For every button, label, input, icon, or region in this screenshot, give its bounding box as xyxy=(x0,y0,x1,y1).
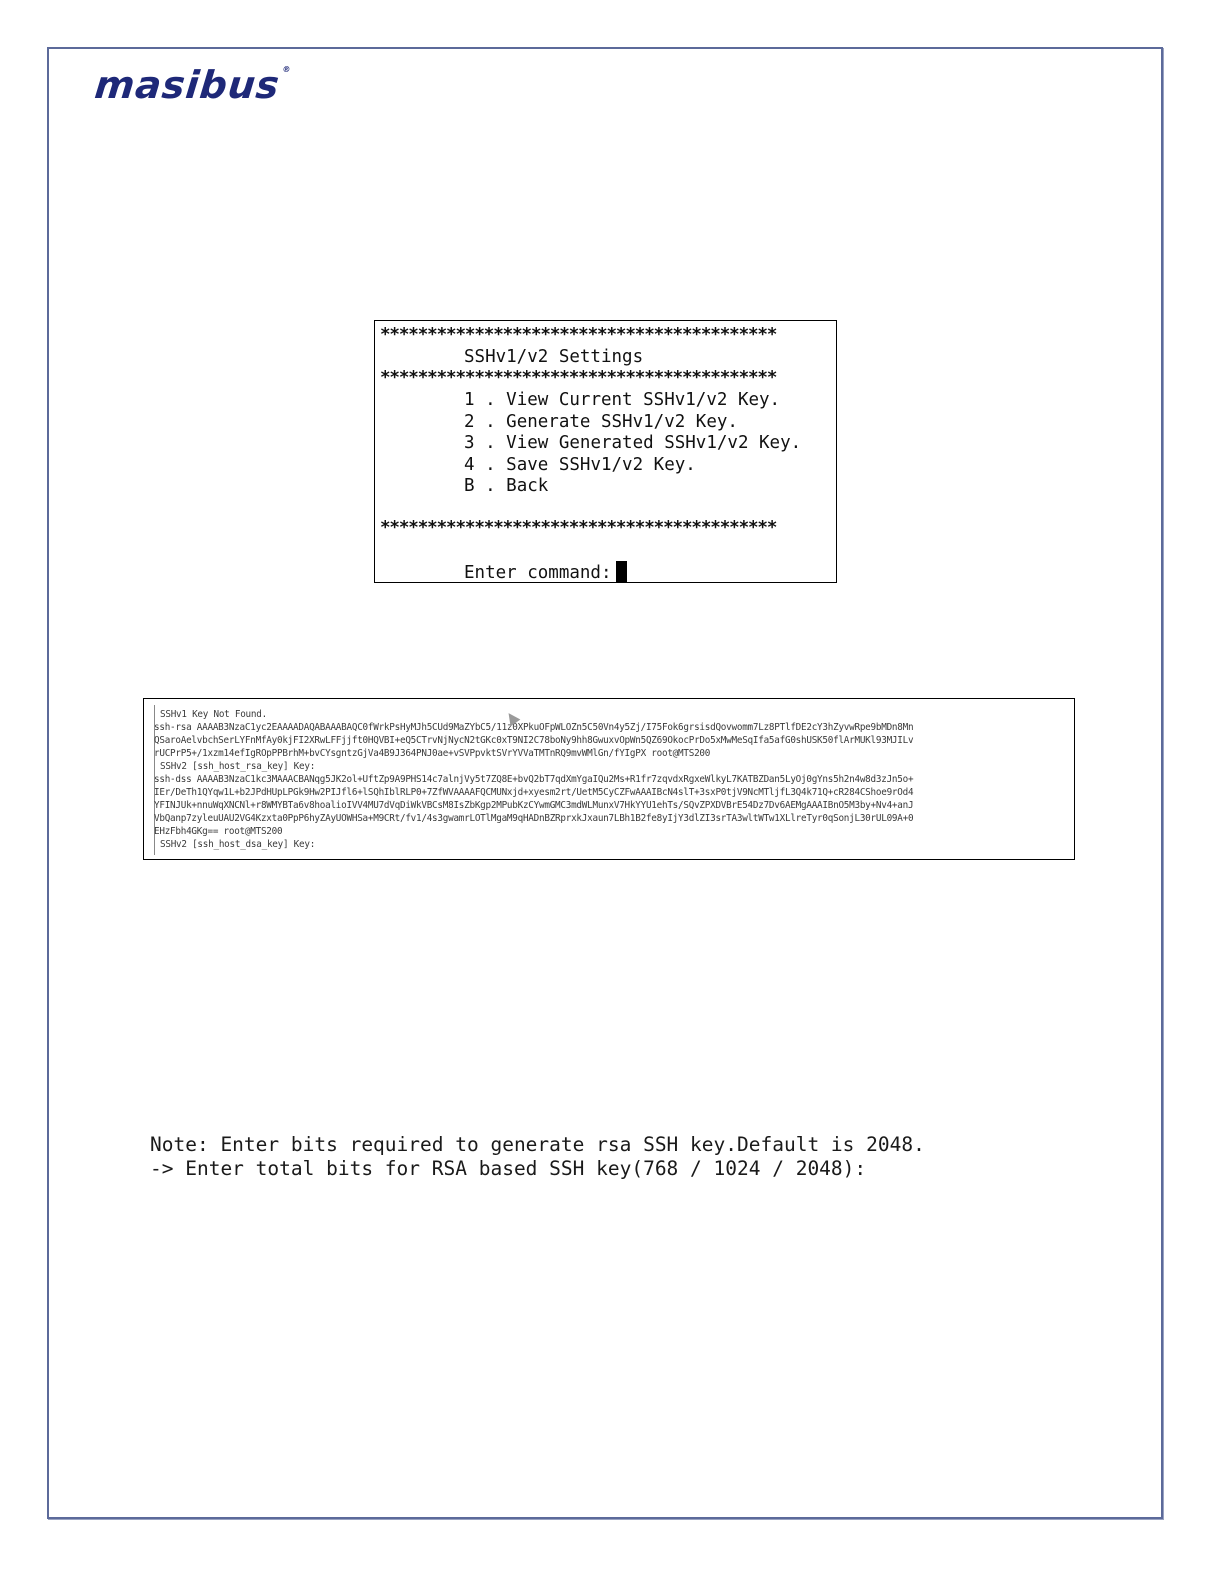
note-line-default: Note: Enter bits required to generate rsa SSH key.Default is 2048. xyxy=(150,1133,925,1156)
logo-text: masibus xyxy=(92,63,283,107)
key-output-line: ssh-rsa AAAAB3NzaC1yc2EAAAADAQABAAABAQC0fWrkPsHyMJh5CUd9MaZYbC5/11z0XPkuOFpWLOZn5C50Vn4y5Zj/I75Fok6grsisdQovwomm7Lz8PTlfDE2cY3hZyvwRpe9bMDn8Mn xyxy=(154,722,914,733)
key-output-line: YFINJUk+nnuWqXNCNl+r8WMYBTa6v8hoalioIVV4MU7dVqDiWkVBCsM8IsZbKgp2MPubKzCYwmGMC3mdWLMunxV7HkYYU1ehTs/SQvZPXDVBrE54Dz7Dv6AEMgAAAIBnO5M3by+Nv4+anJ xyxy=(154,800,914,811)
ssh-key-output xyxy=(143,698,1075,860)
menu-stars-bottom: ****************************************** xyxy=(380,518,777,538)
key-output-line: rUCPrP5+/1xzm14efIgROpPPBrhM+bvCYsgntzGjVa4B9J364PNJ0ae+vSVPpvktSVrYVVaTMTnRQ9mvWMlGn/fYIgPX root@MTS200 xyxy=(154,748,711,759)
key-output-line: SSHv1 Key Not Found. xyxy=(160,709,267,720)
menu-stars-top: ****************************************** xyxy=(380,325,777,345)
note-line-prompt: -> Enter total bits for RSA based SSH key(768 / 1024 / 2048): xyxy=(150,1157,867,1180)
menu-item-key: 2 xyxy=(464,412,475,432)
menu-stars-middle: ****************************************** xyxy=(380,368,777,388)
menu-item-label: Generate SSHv1/v2 Key. xyxy=(506,412,738,432)
key-output-line: IEr/DeTh1QYqw1L+b2JPdHUpLPGk9Hw2PIJfl6+lSQhIblRLP0+7ZfWVAAAAFQCMUNxjd+xyesm2rt/UetM5CyCZFwAAAIBcN4slT+3sxP0tjV9NcMTljfL3Q4k71Q+cR284CShoe9rOd4 xyxy=(154,787,914,798)
menu-item-label: Save SSHv1/v2 Key. xyxy=(506,455,696,475)
menu-item[interactable]: B . Back xyxy=(464,476,549,496)
registered-mark: ® xyxy=(281,65,292,74)
text-cursor xyxy=(616,561,627,582)
menu-item[interactable]: 3 . View Generated SSHv1/v2 Key. xyxy=(464,433,802,453)
menu-item[interactable]: 1 . View Current SSHv1/v2 Key. xyxy=(464,390,781,410)
ssh-settings-terminal xyxy=(374,320,837,583)
menu-title: SSHv1/v2 Settings xyxy=(464,347,644,367)
key-output-line: SSHv2 [ssh_host_rsa_key] Key: xyxy=(160,761,316,772)
menu-item-label: View Current SSHv1/v2 Key. xyxy=(506,390,781,410)
key-output-line: QSaroAelvbchSerLYFnMfAy0kjFI2XRwLFFjjft0HQVBI+eQ5CTrvNjNycN2tGKc0xT9NI2C78boNy9hh8GwuxvOpWn5QZ69OkocPrDo5xMwMeSqIfa5afG0shUSK50flArMUKl93MJILv xyxy=(154,735,914,746)
key-output-line: SSHv2 [ssh_host_dsa_key] Key: xyxy=(160,839,316,850)
masibus-logo xyxy=(92,63,292,107)
menu-item-key: 4 xyxy=(464,455,475,475)
menu-item[interactable]: 2 . Generate SSHv1/v2 Key. xyxy=(464,412,738,432)
key-output-line: ssh-dss AAAAB3NzaC1kc3MAAACBANqg5JK2ol+UftZp9A9PHS14c7alnjVy5t7ZQ8E+bvQ2bT7qdXmYgaIQu2Ms+R1fr7zqvdxRgxeWlkyL7KATBZDan5LyOj0gYns5h2n4w8d3zJn5o+ xyxy=(154,774,914,785)
key-output-line: EHzFbh4GKg== root@MTS200 xyxy=(154,826,283,837)
command-prompt-label: Enter command: xyxy=(464,563,612,583)
menu-item-key: 1 xyxy=(464,390,475,410)
rsa-bits-note xyxy=(150,1133,925,1181)
menu-item-key: B xyxy=(464,476,475,496)
menu-item[interactable]: 4 . Save SSHv1/v2 Key. xyxy=(464,455,696,475)
menu-item-label: Back xyxy=(506,476,549,496)
menu-item-key: 3 xyxy=(464,433,475,453)
command-prompt[interactable] xyxy=(464,561,627,583)
key-output-line: VbQanp7zyleuUAU2VG4Kzxta0PpP6hyZAyUOWHSa+M9CRt/fv1/4s3gwamrLOTlMgaM9qHADnBZRprxkJxaun7LBh1B2fe8yIjY3dlZI3srTA3wltWTw1XLlreTyr0qSonjL30rUL09A+0 xyxy=(154,813,914,824)
menu-item-label: View Generated SSHv1/v2 Key. xyxy=(506,433,802,453)
